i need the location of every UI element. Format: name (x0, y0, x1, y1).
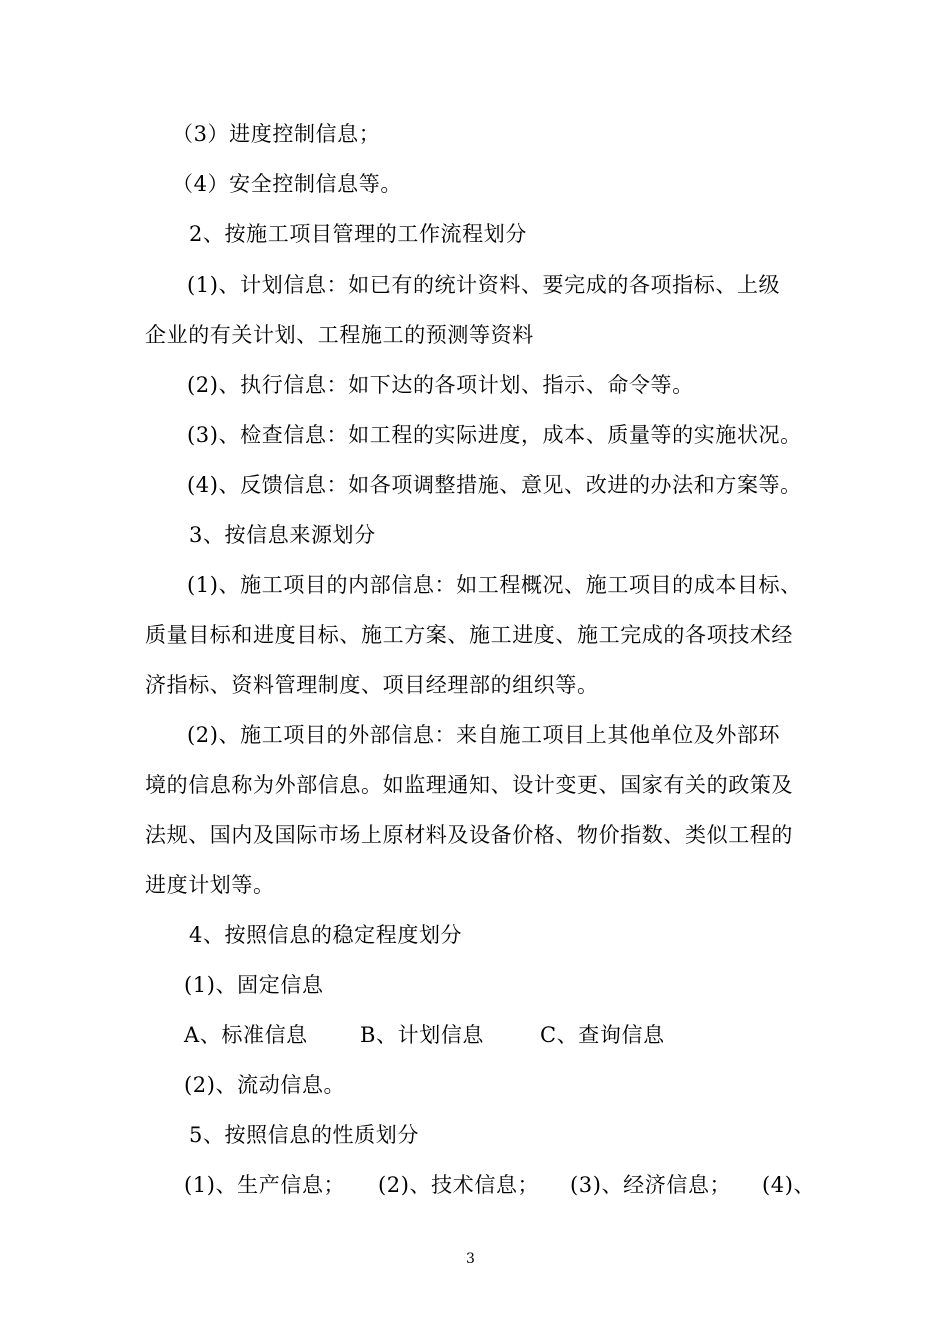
section-heading: 5、按照信息的性质划分 (189, 1123, 419, 1147)
paragraph-line: 进度计划等。 (145, 873, 275, 897)
paragraph-line: (1)、施工项目的内部信息：如工程概况、施工项目的成本目标、 (187, 573, 802, 597)
paragraph-line: (1)、计划信息：如已有的统计资料、要完成的各项指标、上级 (187, 273, 781, 297)
list-item: (2)、技术信息； (378, 1173, 540, 1197)
paragraph-line: 法规、国内及国际市场上原材料及设备价格、物价指数、类似工程的 (145, 823, 793, 847)
paragraph-line: (2)、流动信息。 (184, 1073, 346, 1097)
list-item: (4)、 (762, 1173, 816, 1197)
paragraph-line: (4)、反馈信息：如各项调整措施、意见、改进的办法和方案等。 (187, 473, 802, 497)
paragraph-line: (2)、施工项目的外部信息：来自施工项目上其他单位及外部环 (187, 723, 781, 747)
paragraph-line: （3）进度控制信息； (172, 122, 381, 146)
paragraph-line: (2)、执行信息：如下达的各项计划、指示、命令等。 (187, 373, 694, 397)
page-number: 3 (466, 1251, 475, 1267)
list-item: B、计划信息 (360, 1023, 485, 1047)
paragraph-line: 质量目标和进度目标、施工方案、施工进度、施工完成的各项技术经 (145, 623, 793, 647)
paragraph-line: (3)、检查信息：如工程的实际进度，成本、质量等的实施状况。 (187, 423, 802, 447)
paragraph-line: (1)、固定信息 (184, 973, 324, 997)
paragraph-line: （4）安全控制信息等。 (172, 172, 402, 196)
section-heading: 4、按照信息的稳定程度划分 (189, 923, 463, 947)
list-item: A、标准信息 (184, 1023, 308, 1047)
list-item: C、查询信息 (540, 1023, 665, 1047)
paragraph-line: 济指标、资料管理制度、项目经理部的组织等。 (145, 673, 599, 697)
paragraph-line: 企业的有关计划、工程施工的预测等资料 (145, 323, 534, 347)
list-item: (1)、生产信息； (184, 1173, 346, 1197)
paragraph-line: 境的信息称为外部信息。如监理通知、设计变更、国家有关的政策及 (145, 773, 793, 797)
section-heading: 3、按信息来源划分 (189, 523, 376, 547)
section-heading: 2、按施工项目管理的工作流程划分 (189, 222, 527, 246)
list-item: (3)、经济信息； (570, 1173, 732, 1197)
